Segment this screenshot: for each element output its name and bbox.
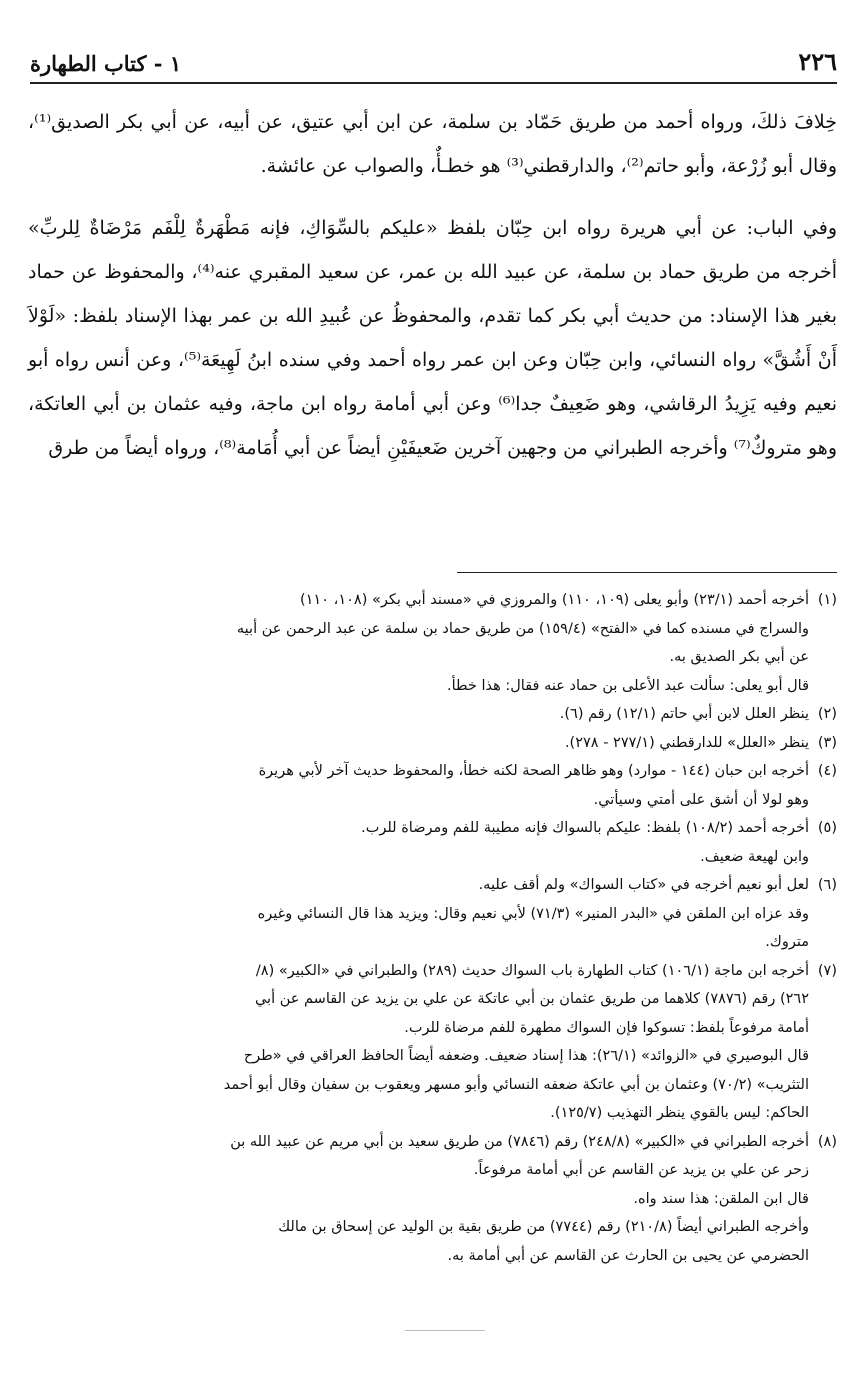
- footnotes: [30, 586, 837, 1270]
- footnote-text: والسراج في مسنده كما في «الفتح» (١٥٩/٤) من طريق حماد بن سلمة عن عبد الرحمن عن أبيه: [236, 620, 809, 637]
- footnote-text: أخرجه الطبراني في «الكبير» (٢٤٨/٨) رقم (٧٨٤٦) من طريق سعيد بن أبي مريم عن عبيد الله بن: [230, 1133, 809, 1150]
- footnote-line: [30, 843, 837, 872]
- footnote-separator: [457, 572, 837, 573]
- footnote-text: ٢٦٢) رقم (٧٨٧٦) كلاهما من طريق عثمان بن أبي عاتكة عن علي بن يزيد عن القاسم عن أبي: [254, 991, 809, 1007]
- footnote-item: [30, 757, 837, 814]
- footnote-line: [30, 643, 837, 672]
- footnote-line: [30, 1156, 837, 1185]
- footnote-text: أخرجه أحمد (٢٣/١) وأبو يعلى (١٠٩، ١١٠) والمروزي في «مسند أبي بكر» (١٠٨، ١١٠): [299, 592, 809, 608]
- main-text: [28, 100, 837, 470]
- footnote-line: [30, 928, 837, 957]
- footnote-text: أمامة مرفوعاً بلفظ: تسوكوا فإن السواك مطهرة للفم مرضاة للرب.: [404, 1019, 809, 1036]
- footnote-line: [30, 1014, 837, 1043]
- footnote-line: [30, 615, 837, 644]
- footnote-item: [30, 586, 837, 700]
- footnote-line: [30, 757, 837, 786]
- footnote-text: قال أبو يعلى: سألت عبد الأعلى بن حماد عنه فقال: هذا خطأ.: [446, 677, 809, 694]
- footnote-number: (٤): [817, 763, 837, 779]
- footnote-text: قال ابن الملقن: هذا سند واه.: [633, 1190, 809, 1207]
- footnote-text: لعل أبو نعيم أخرجه في «كتاب السواك» ولم أقف عليه.: [478, 877, 809, 893]
- footnote-line: [30, 1071, 837, 1100]
- footnote-text: وهو لولا أن أشق على أمتي وسيأتي.: [593, 791, 809, 808]
- footnote-text: ينظر «العلل» للدارقطني (٢٧٧/١ - ٢٧٨).: [564, 734, 809, 751]
- footnote-text: وابن لهيعة ضعيف.: [700, 848, 809, 865]
- footnote-item: [30, 700, 837, 729]
- footnote-item: [30, 1128, 837, 1271]
- main-paragraph-1: خِلافَ ذلكَ، ورواه أحمد من طريق حَمّاد بن سلمة، عن ابن أبي عتيق، عن أبيه، عن أبي بكر الصديق⁽¹⁾، وقال أبو زُرْعة، وأبو حاتم⁽²⁾، والدارقطني⁽³⁾ هو خطـأٌ، والصواب عن عائشة.: [28, 111, 837, 177]
- footnote-item: [30, 729, 837, 758]
- footnote-line: [30, 672, 837, 701]
- footnote-line: [30, 1242, 837, 1271]
- footnote-number: (٣): [817, 734, 837, 751]
- footnote-number: (٢): [817, 706, 837, 722]
- bottom-mark: [405, 1330, 485, 1331]
- footnote-line: [30, 957, 837, 986]
- footnote-text: أخرجه ابن ماجة (١٠٦/١) كتاب الطهارة باب السواك حديث (٢٨٩) والطبراني في «الكبير» (٨/: [255, 962, 809, 979]
- footnote-line: [30, 786, 837, 815]
- footnote-number: (٧): [817, 962, 837, 979]
- footnote-text: الحضرمي عن يحيى بن الحارث عن القاسم عن أبي أمامة به.: [447, 1247, 809, 1264]
- footnote-number: (٥): [817, 820, 837, 836]
- footnote-line: [30, 1099, 837, 1128]
- footnote-line: [30, 1128, 837, 1157]
- footnote-line: [30, 985, 837, 1014]
- footnote-text: وقد عزاه ابن الملقن في «البدر المنير» (٧١/٣) لأبي نعيم وقال: ويزيد هذا قال النسائي وغيره: [257, 905, 809, 922]
- footnote-number: (٦): [817, 877, 837, 893]
- footnote-item: [30, 814, 837, 871]
- footnote-text: زحر عن علي بن يزيد عن القاسم عن أبي أمامة مرفوعاً.: [473, 1162, 809, 1178]
- footnote-number: (١): [817, 592, 837, 608]
- footnote-line: [30, 1213, 837, 1242]
- footnote-text: متروك.: [765, 934, 809, 950]
- footnote-text: التثريب» (٧٠/٢) وعثمان بن أبي عاتكة ضعفه النسائي وأبو مسهر ويعقوب بن سفيان وقال أبو أحمد: [223, 1076, 809, 1093]
- footnote-line: [30, 814, 837, 843]
- footnote-text: وأخرجه الطبراني أيضاً (٢١٠/٨) رقم (٧٧٤٤) من طريق بقية بن الوليد عن إسحاق بن مالك: [278, 1219, 809, 1235]
- footnote-text: أخرجه أحمد (١٠٨/٢) بلفظ: عليكم بالسواك فإنه مطيبة للفم ومرضاة للرب.: [361, 820, 809, 836]
- footnote-item: [30, 871, 837, 957]
- footnote-text: قال البوصيري في «الزوائد» (٢٦/١): هذا إسناد ضعيف. وضعفه أيضاً الحافظ العراقي في «طرح: [243, 1048, 809, 1064]
- footnote-line: [30, 900, 837, 929]
- footnote-line: [30, 729, 837, 758]
- main-paragraph-2: وفي الباب: عن أبي هريرة رواه ابن حِبّان بلفظ «عليكم بالسِّوَاكِ، فإنه مَطْهَرةٌ لِلْفَم مَرْضَاةٌ لِلربِّ» أخرجه من طريق حماد بن سلمة، عن عبيد الله بن عمر، عن سعيد المقبري عنه⁽⁴⁾، والمحفوظ عن حماد بغير هذا الإسناد: من حديث أبي بكر كما تقدم، والمحفوظُ عن عُبيدِ الله بن عمر بهذا الإسناد بلفظ: «لَوْلاَ أَنْ أَشُقَّ» رواه النسائي، وابن حِبّان وعن ابن عمر رواه أحمد وفي سنده ابنُ لَهِيعَة⁽⁵⁾، وعن أنس رواه أبو نعيم وفيه يَزِيدُ الرقاشي، وهو ضَعِيفٌ جدا⁽⁶⁾ وعن أبي أمامة رواه ابن ماجة، وفيه عثمان بن أبي العاتكة، وهو متروكٌ⁽⁷⁾ وأخرجه الطبراني من وجهين آخرين ضَعيفَيْنِ أيضاً عن أبي أُمَامة⁽⁸⁾، ورواه أيضاً من طرق: [28, 217, 837, 459]
- footnote-text: ينظر العلل لابن أبي حاتم (١٢/١) رقم (٦).: [559, 706, 809, 722]
- footnote-line: [30, 1185, 837, 1214]
- footnote-line: [30, 700, 837, 729]
- footnote-line: [30, 1042, 837, 1071]
- footnote-line: [30, 586, 837, 615]
- footnote-text: عن أبي بكر الصديق به.: [669, 649, 809, 665]
- page-header: [30, 46, 837, 84]
- footnote-item: [30, 957, 837, 1128]
- footnote-line: [30, 871, 837, 900]
- book-title: ١ - كتاب الطهارة: [30, 51, 182, 76]
- footnote-number: (٨): [817, 1133, 837, 1150]
- page-number: ٢٢٦: [798, 47, 837, 76]
- footnote-text: أخرجه ابن حبان (١٤٤ - موارد) وهو ظاهر الصحة لكنه خطأ، والمحفوظ حديث آخر لأبي هريرة: [258, 763, 809, 779]
- footnote-text: الحاكم: ليس بالقوي ينظر التهذيب (١٢٥/٧).: [550, 1105, 809, 1121]
